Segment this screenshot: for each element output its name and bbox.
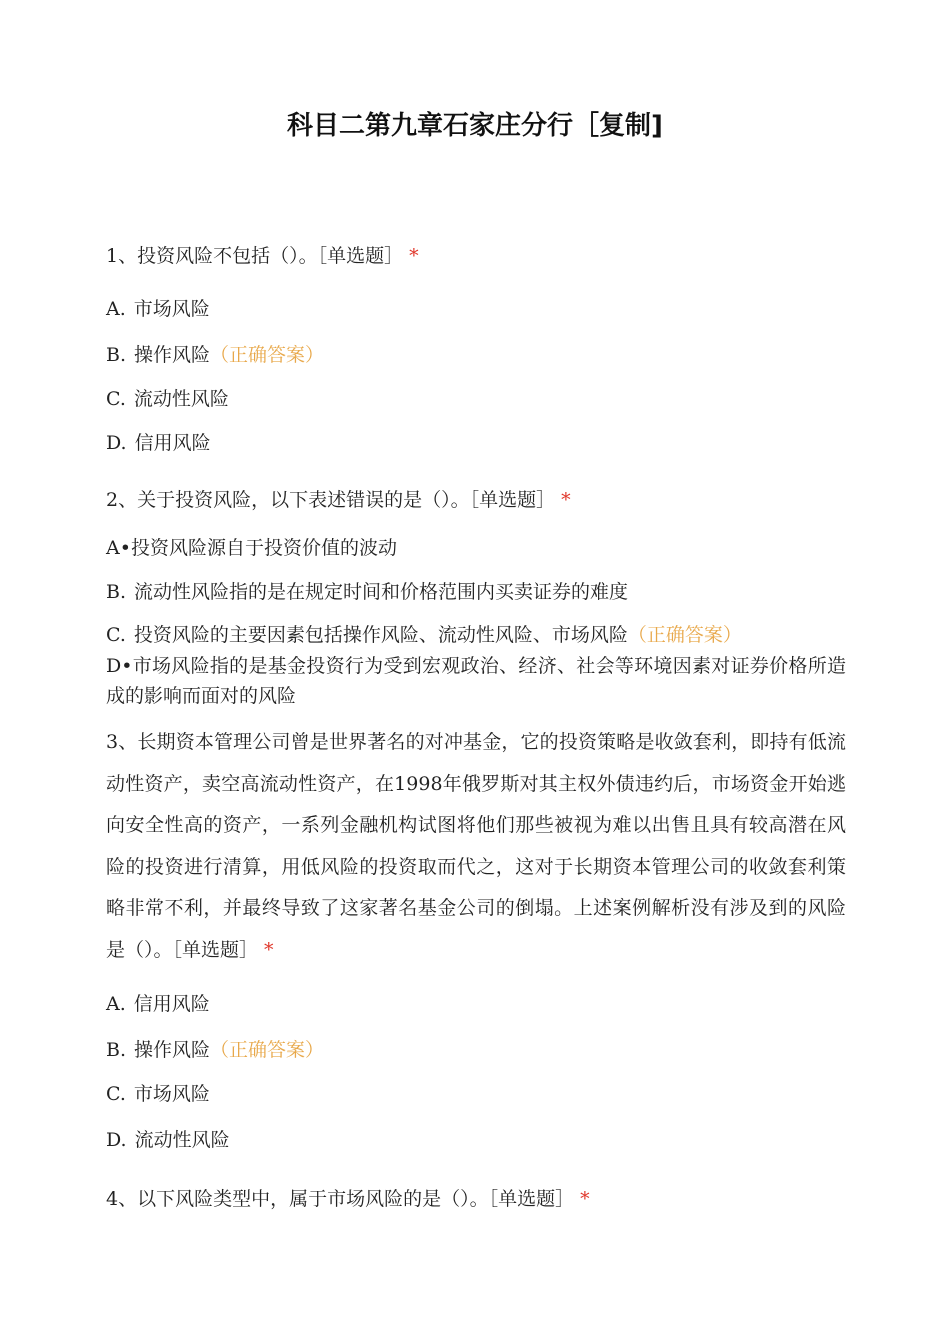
question-1 bbox=[106, 243, 419, 269]
option-text: 操作风险 bbox=[134, 344, 211, 366]
option-text: 流动性风险 bbox=[133, 388, 229, 410]
option-text: 市场风险指的是基金投资行为受到宏观政治、经济、社会等环境因素对证券价格所造成的影响而面对的风险 bbox=[106, 655, 846, 707]
correct-answer-tag: （正确答案） bbox=[210, 344, 325, 366]
required-star: * bbox=[264, 938, 274, 961]
q1-option-b bbox=[106, 342, 324, 368]
option-text: 投资风险的主要因素包括操作风险、流动性风险、市场风险 bbox=[133, 624, 628, 646]
option-text: 市场风险 bbox=[133, 298, 210, 320]
q2-option-a bbox=[106, 535, 397, 561]
question-2-text: 2、关于投资风险，以下表述错误的是（）。［单选题］ bbox=[106, 489, 556, 511]
q2-option-c bbox=[106, 622, 742, 648]
option-text: 信用风险 bbox=[133, 993, 210, 1015]
option-letter: C. bbox=[106, 388, 126, 410]
option-letter: C. bbox=[106, 624, 126, 646]
option-text: 投资风险源自于投资价值的波动 bbox=[130, 537, 397, 559]
option-letter: B. bbox=[106, 581, 127, 603]
option-letter: D• bbox=[106, 655, 133, 677]
q1-option-c bbox=[106, 386, 229, 412]
option-text: 市场风险 bbox=[133, 1083, 210, 1105]
page-title: 科目二第九章石家庄分行［复制] bbox=[287, 111, 663, 141]
correct-answer-tag: （正确答案） bbox=[210, 1039, 325, 1061]
question-4 bbox=[106, 1186, 590, 1212]
required-star: * bbox=[409, 245, 419, 267]
option-letter: B. bbox=[106, 1039, 127, 1061]
option-letter: A• bbox=[106, 537, 131, 559]
option-text: 操作风险 bbox=[134, 1039, 211, 1061]
question-3-text: 3、长期资本管理公司曾是世界著名的对冲基金，它的投资策略是收敛套利，即持有低流动性资产，卖空高流动性资产，在1998年俄罗斯对其主权外债违约后，市场资金开始逃向安全性高的资产，一系列金融机构试图将他们那些被视为难以出售且具有较高潜在风险的投资进行清算，用低风险的投资取而代之，这对于长期资本管理公司的收敛套利策略非常不利，并最终导致了这家著名基金公司的倒塌。上述案例解析没有涉及到的风险是（）。［单选题］ bbox=[106, 731, 846, 961]
option-text: 流动性风险指的是在规定时间和价格范围内买卖证券的难度 bbox=[134, 581, 629, 603]
q2-option-d bbox=[106, 651, 846, 711]
required-star: * bbox=[580, 1188, 590, 1210]
question-2 bbox=[106, 487, 571, 513]
q3-option-c bbox=[106, 1081, 210, 1107]
q1-option-a bbox=[106, 296, 210, 322]
question-1-text: 1、投资风险不包括（）。［单选题］ bbox=[106, 245, 404, 267]
option-text: 流动性风险 bbox=[134, 1129, 230, 1151]
q2-option-b bbox=[106, 579, 628, 605]
q1-option-d bbox=[106, 430, 211, 456]
option-letter: C. bbox=[106, 1083, 126, 1105]
option-letter: A. bbox=[106, 993, 126, 1015]
question-3 bbox=[106, 722, 846, 972]
required-star: * bbox=[561, 489, 571, 511]
q3-option-d bbox=[106, 1127, 230, 1153]
q3-option-a bbox=[106, 991, 210, 1017]
option-letter: A. bbox=[106, 298, 126, 320]
option-text: 信用风险 bbox=[134, 432, 211, 454]
option-letter: D. bbox=[106, 1129, 127, 1151]
correct-answer-tag: （正确答案） bbox=[627, 624, 742, 646]
option-letter: B. bbox=[106, 344, 127, 366]
question-4-text: 4、以下风险类型中，属于市场风险的是（）。［单选题］ bbox=[106, 1188, 575, 1210]
q3-option-b bbox=[106, 1037, 324, 1063]
option-letter: D. bbox=[106, 432, 127, 454]
